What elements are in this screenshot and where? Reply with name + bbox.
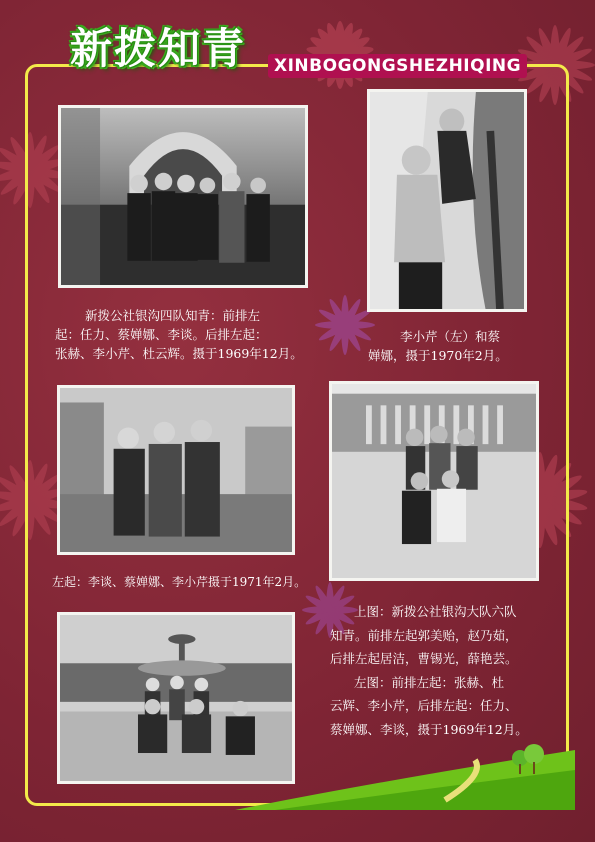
- caption-archway-group: [55, 306, 345, 363]
- caption-line: 李小芹（左）和蔡: [400, 329, 501, 344]
- caption-line: 后排左起居洁，曹锡光，薛艳芸。: [330, 651, 518, 666]
- caption-line: 知青。前排左起郭美贻，赵乃茹，: [330, 627, 518, 643]
- photo-square-group: [329, 381, 539, 581]
- page-title: 新拨知青: [70, 24, 247, 73]
- caption-line: 左图：前排左起：张赫、杜: [354, 674, 505, 690]
- grass-hill-icon: [235, 740, 575, 810]
- caption-three-women: [52, 573, 322, 592]
- caption-line: 云辉、李小芹，后排左起：任力、: [330, 698, 518, 713]
- caption-line: 张赫、李小芹、杜云辉。摄于1969年12月。: [55, 346, 303, 361]
- photo-two-women-tree: [367, 89, 527, 312]
- caption-line: 蔡婵娜、李谈，摄于1969年12月。: [330, 721, 528, 737]
- photo-three-women: [57, 385, 295, 555]
- caption-square-and-fountain: [330, 600, 555, 741]
- caption-line: 上图：新拨公社银沟大队六队: [354, 604, 517, 619]
- caption-line: 婵娜，摄于1970年2月。: [368, 348, 508, 363]
- caption-line: 左起：李谈、蔡婵娜、李小芹摄于1971年2月。: [52, 575, 307, 589]
- caption-line: 新拨公社银沟四队知青：前排左: [85, 308, 261, 323]
- caption-line: 起：任力、蔡婵娜、李谈。后排左起：: [55, 327, 268, 342]
- page-subtitle: XINBOGONGSHEZHIQING: [268, 54, 527, 78]
- photo-archway-group: [58, 105, 308, 288]
- caption-two-women: [368, 327, 543, 365]
